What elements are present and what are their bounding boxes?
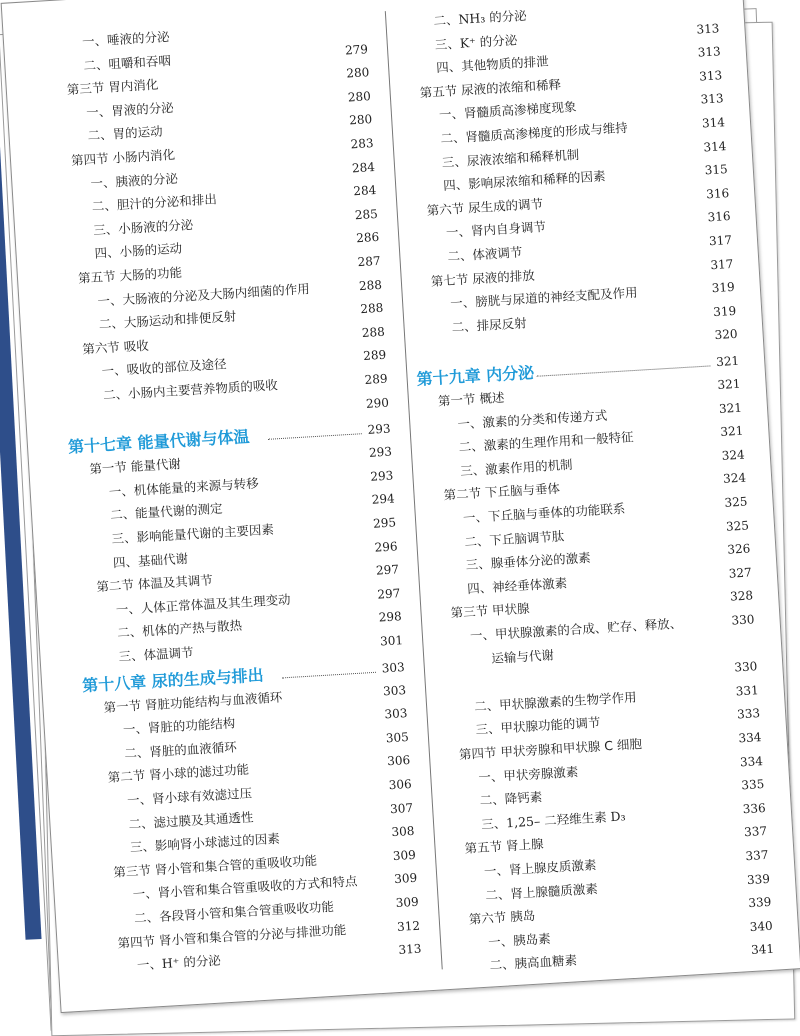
toc-page-number: 306 xyxy=(386,753,411,769)
toc-entry-title: 第十八章 尿的生成与排出 xyxy=(81,665,265,695)
toc-entry-title: 一、肾小管和集合管重吸收的方式和特点 xyxy=(132,873,358,903)
toc-page-number: 341 xyxy=(750,942,775,958)
toc-page-number: 289 xyxy=(362,348,387,364)
toc-page-number: 324 xyxy=(721,447,746,463)
toc-entry-title: 二、排尿反射 xyxy=(451,315,527,335)
toc-page-number: 283 xyxy=(350,136,374,152)
toc-entry-title: 第四节 甲状旁腺和甲状腺 C 细胞 xyxy=(458,736,643,763)
toc-page-number: 303 xyxy=(381,659,406,676)
toc-entry-title: 二、肾脏的血液循环 xyxy=(123,739,238,761)
toc-page-number: 321 xyxy=(717,376,741,393)
toc-page-number: 285 xyxy=(354,206,379,223)
toc-entry-title: 二、激素的生理作用和一般特征 xyxy=(458,429,634,455)
toc-page-number: 313 xyxy=(698,68,723,84)
toc-page-number: 331 xyxy=(735,682,760,699)
toc-entry-title: 第十七章 能量代谢与体温 xyxy=(67,427,250,457)
toc-entry-title: 四、小肠的运动 xyxy=(94,240,183,262)
toc-entry-title: 三、小肠液的分泌 xyxy=(92,216,194,238)
toc-page-number: 303 xyxy=(384,706,408,722)
toc-entry-title: 一、胃液的分泌 xyxy=(85,99,175,120)
toc-entry-title: 第三节 甲状腺 xyxy=(450,601,530,621)
toc-entry-title: 第五节 肾上腺 xyxy=(464,836,544,857)
toc-page-number: 313 xyxy=(697,44,722,60)
toc-entry-title: 二、甲状腺激素的生物学作用 xyxy=(473,689,637,714)
toc-entry-title: 三、影响肾小球滤过的因素 xyxy=(129,831,281,855)
toc-entry-title: 第二节 下丘脑与垂体 xyxy=(443,480,561,503)
toc-entry-title: 一、甲状旁腺激素 xyxy=(477,763,579,785)
toc-page-number: 316 xyxy=(707,209,731,225)
toc-entry-title: 第四节 肾小管和集合管的分泌与排泄功能 xyxy=(117,921,347,951)
toc-entry-title: 二、肾髓质高渗梯度的形成与维持 xyxy=(440,119,629,147)
toc-page-number: 337 xyxy=(743,824,768,840)
toc-entry-title: 二、体液调节 xyxy=(447,244,523,264)
toc-page-number: 319 xyxy=(711,280,736,296)
toc-entry-title: 二、胰高血糖素 xyxy=(489,952,578,973)
toc-page-number: 308 xyxy=(391,824,415,840)
toc-entry-title: 二、滤过膜及其通透性 xyxy=(128,808,254,832)
toc-page-number: 321 xyxy=(719,423,744,440)
toc-page-number: 317 xyxy=(710,256,734,272)
toc-entry-title: 一、下丘脑与垂体的功能联系 xyxy=(462,500,626,526)
toc-entry-title: 一、大肠液的分泌及大肠内细菌的作用 xyxy=(97,280,311,309)
toc-page-number: 303 xyxy=(382,682,407,699)
toc-page-number: 327 xyxy=(728,565,753,581)
toc-page-number: 297 xyxy=(376,586,401,602)
toc-page-number: 290 xyxy=(365,395,390,411)
toc-entry-title: 第四节 小肠内消化 xyxy=(70,146,176,168)
toc-entry-title: 第十九章 内分泌 xyxy=(416,362,535,389)
toc-page-number: 309 xyxy=(395,894,420,911)
toc-page-number: 321 xyxy=(718,400,743,416)
toc-page-number: 301 xyxy=(379,633,404,649)
toc-page-number: 333 xyxy=(736,706,761,722)
toc-page-number: 288 xyxy=(361,324,386,340)
toc-entry-title: 一、肾内自身调节 xyxy=(445,219,547,241)
toc-entry-title: 第五节 尿液的浓缩和稀释 xyxy=(419,76,562,100)
toc-entry-title: 三、1,25– 二羟维生素 D₃ xyxy=(480,808,626,832)
toc-entry-title: 一、人体正常体温及其生理变动 xyxy=(115,591,291,617)
toc-entry-title: 第五节 大肠的功能 xyxy=(77,264,183,286)
toc-entry-title: 第一节 概述 xyxy=(437,389,505,409)
toc-entry-title: 二、下丘脑调节肽 xyxy=(463,528,565,549)
toc-entry-title: 一、H⁺ 的分泌 xyxy=(136,952,222,973)
toc-entry-title: 一、肾小球有效滤过压 xyxy=(126,785,253,808)
toc-page-number: 293 xyxy=(368,444,393,461)
toc-page-number: 330 xyxy=(733,659,758,675)
toc-entry-title: 三、甲状腺功能的调节 xyxy=(475,714,601,738)
toc-entry-title: 三、K⁺ 的分泌 xyxy=(434,31,518,52)
toc-page-number: 325 xyxy=(725,518,750,534)
toc-page-number: 280 xyxy=(347,88,372,105)
toc-entry-title: 第六节 尿生成的调节 xyxy=(426,195,544,218)
toc-page-number: 339 xyxy=(746,871,771,887)
toc-page-number: 280 xyxy=(346,65,370,81)
toc-entry-title: 二、大肠运动和排便反射 xyxy=(98,308,237,332)
toc-entry-title: 一、肾髓质高渗梯度现象 xyxy=(438,99,577,123)
toc-page-number: 316 xyxy=(705,185,730,202)
toc-page-number: 306 xyxy=(388,776,413,793)
toc-page-number: 309 xyxy=(393,871,418,887)
toc-page-number: 312 xyxy=(396,918,421,934)
toc-entry-title: 四、影响尿浓缩和稀释的因素 xyxy=(442,168,606,194)
toc-entry-title: 二、能量代谢的测定 xyxy=(109,501,223,523)
toc-page-number: 320 xyxy=(714,327,738,343)
toc-page-number: 339 xyxy=(747,894,772,911)
toc-page-number: 309 xyxy=(392,847,417,863)
toc-page-number: 284 xyxy=(351,159,376,175)
toc-page-number: 280 xyxy=(348,112,373,128)
toc-page-number: 315 xyxy=(704,162,729,178)
toc-page-number: 317 xyxy=(708,232,733,249)
toc-page-number: 279 xyxy=(344,41,369,58)
toc-entry-title: 一、胰液的分泌 xyxy=(90,170,179,191)
toc-entry-title: 二、降钙素 xyxy=(479,789,543,809)
toc-page-number: 284 xyxy=(353,183,377,199)
toc-page-number: 286 xyxy=(355,230,380,246)
toc-page-number: 298 xyxy=(378,609,403,625)
toc-entry-title: 二、胆汁的分泌和排出 xyxy=(91,191,218,215)
toc-entry-title: 运输与代谢 xyxy=(490,646,555,666)
toc-entry-title: 二、胃的运动 xyxy=(87,123,164,144)
toc-entry-title: 第一节 能量代谢 xyxy=(89,456,182,477)
toc-entry-title: 第二节 体温及其调节 xyxy=(96,572,214,595)
toc-entry-title: 三、影响能量代谢的主要因素 xyxy=(111,521,275,547)
toc-page-number: 294 xyxy=(371,491,396,508)
toc-page-number: 288 xyxy=(358,277,383,293)
toc-entry-title: 第二节 肾小球的滤过功能 xyxy=(107,761,250,786)
dot-leader xyxy=(282,671,376,678)
toc-page-number: 326 xyxy=(726,541,751,557)
toc-entry-title: 一、肾上腺皮质激素 xyxy=(483,857,597,879)
toc-entry-title: 第六节 胰岛 xyxy=(468,907,536,927)
toc-page-number: 289 xyxy=(364,371,388,387)
toc-entry-title: 一、吸收的部位及途径 xyxy=(101,356,227,379)
toc-entry-title: 二、各段肾小管和集合管重吸收功能 xyxy=(133,898,335,926)
toc-page-number: 305 xyxy=(385,729,410,746)
toc-entry-title: 一、机体能量的来源与转移 xyxy=(108,475,260,500)
toc-page-number: 324 xyxy=(722,470,747,487)
toc-page-number: 334 xyxy=(738,730,762,746)
toc-entry-title: 一、膀胱与尿道的神经支配及作用 xyxy=(449,284,638,311)
toc-page-number: 328 xyxy=(729,588,754,605)
toc-page-number: 297 xyxy=(375,562,400,578)
toc-page-number: 287 xyxy=(357,253,381,270)
toc-page-number: 340 xyxy=(749,918,774,934)
toc-page-number: 313 xyxy=(700,91,724,107)
toc-entry-title: 一、胰岛素 xyxy=(487,930,552,950)
toc-page-number: 288 xyxy=(360,300,384,317)
toc-entry-title: 四、神经垂体激素 xyxy=(466,575,568,597)
toc-page-number: 314 xyxy=(703,138,727,155)
toc-page-number: 335 xyxy=(740,777,765,793)
toc-entry-title: 第一节 肾脏功能结构与血液循环 xyxy=(103,689,283,715)
toc-page-number: 313 xyxy=(696,20,720,37)
toc-page-number: 296 xyxy=(374,538,398,555)
toc-entry-title: 第三节 肾小管和集合管的重吸收功能 xyxy=(112,852,318,880)
toc-page-number: 336 xyxy=(742,800,767,817)
toc-page-number: 337 xyxy=(745,847,769,864)
toc-page-number: 321 xyxy=(715,353,740,370)
toc-entry-title: 四、其他物质的排泄 xyxy=(435,53,550,76)
toc-entry-title: 三、体温调节 xyxy=(118,644,194,665)
toc-entry-title: 第三节 胃内消化 xyxy=(66,76,159,98)
toc-entry-title: 二、小肠内主要营养物质的吸收 xyxy=(102,377,279,403)
toc-page-number: 307 xyxy=(389,800,414,816)
toc-entry-title: 二、机体的产热与散热 xyxy=(116,618,243,641)
toc-entry-title: 第七节 尿液的排放 xyxy=(430,267,536,289)
toc-page xyxy=(1,0,800,1013)
toc-page-number: 330 xyxy=(731,612,755,628)
toc-entry-title: 第六节 吸收 xyxy=(81,337,150,357)
dot-leader xyxy=(268,433,362,440)
toc-entry-title: 四、基础代谢 xyxy=(112,550,189,570)
toc-entry-title: 一、甲状腺激素的合成、贮存、释放、 xyxy=(469,615,683,644)
toc-page-number: 314 xyxy=(701,115,726,131)
toc-entry-title: 二、肾上腺髓质激素 xyxy=(484,880,599,903)
toc-entry-title: 一、肾脏的功能结构 xyxy=(122,715,236,738)
toc-page-number: 325 xyxy=(724,494,748,510)
toc-page-number: 319 xyxy=(712,303,737,319)
toc-entry-title: 三、腺垂体分泌的激素 xyxy=(465,550,592,573)
toc-left-column xyxy=(42,0,422,973)
toc-entry-title: 一、激素的分类和传递方式 xyxy=(456,407,608,432)
toc-entry-title: 一、唾液的分泌 xyxy=(81,28,170,50)
toc-entry-title: 二、NH₃ 的分泌 xyxy=(433,7,528,29)
toc-entry-title: 三、激素作用的机制 xyxy=(459,456,573,479)
toc-entry-title: 三、尿液浓缩和稀释机制 xyxy=(441,146,580,170)
toc-page-number: 334 xyxy=(739,753,764,769)
toc-page-number: 293 xyxy=(369,468,394,484)
toc-page-number: 293 xyxy=(367,421,391,438)
toc-page-number: 313 xyxy=(398,941,422,958)
toc-page-number: 295 xyxy=(372,515,397,531)
toc-entry-title: 二、咀嚼和吞咽 xyxy=(83,52,172,73)
